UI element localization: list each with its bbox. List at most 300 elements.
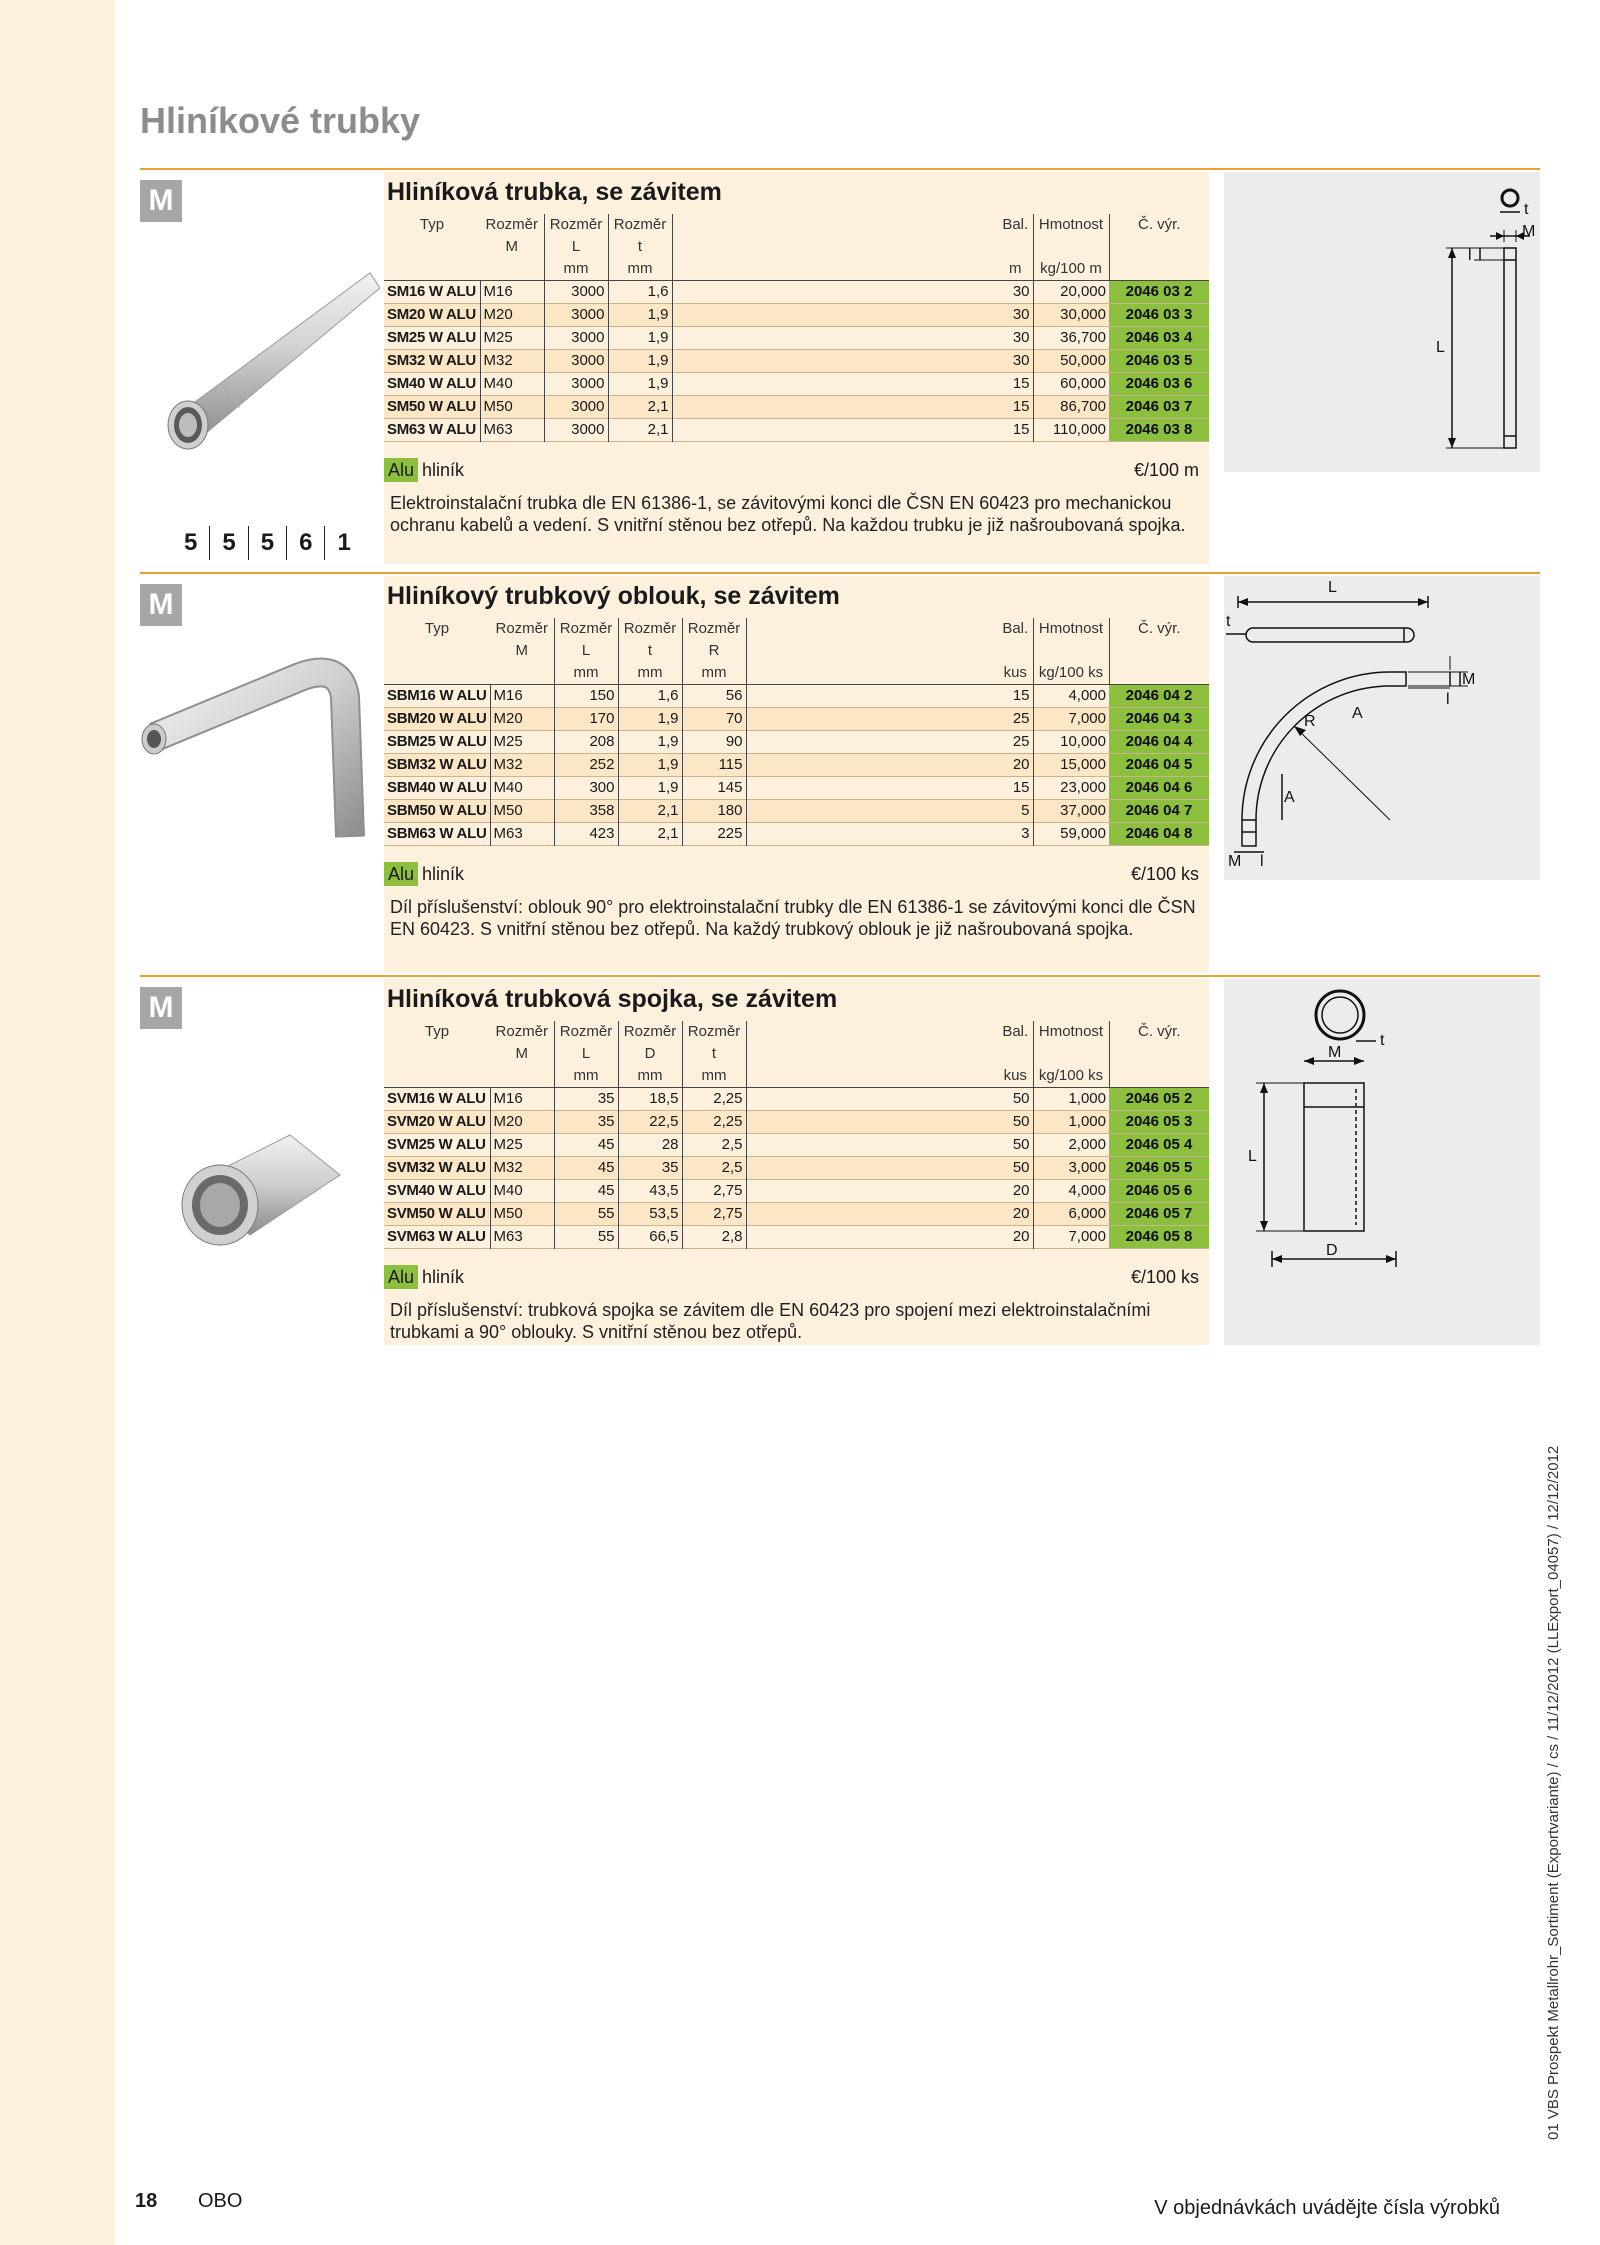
col-header: Rozměr xyxy=(544,214,608,236)
col-header-unit: kus xyxy=(998,662,1033,685)
coupling-drawing-svg xyxy=(1224,979,1540,1345)
col-header: Hmotnost xyxy=(1033,1021,1109,1043)
cell: 43,5 xyxy=(618,1180,682,1203)
cell: 1,9 xyxy=(618,754,682,777)
dim-label-d: D xyxy=(1326,1242,1338,1259)
cell: 45 xyxy=(554,1157,618,1180)
cell-type: SBM40 W ALU xyxy=(384,777,490,800)
col-header-symbol: R xyxy=(682,640,746,662)
cell: 35 xyxy=(554,1111,618,1134)
cell: M40 xyxy=(480,373,544,396)
article-number: 2046 03 2 xyxy=(1109,281,1209,304)
aluminium-tube-photo xyxy=(140,263,380,463)
article-number: 2046 04 3 xyxy=(1109,708,1209,731)
material-name: hliník xyxy=(422,1267,465,1287)
cell: 20,000 xyxy=(1060,283,1106,300)
cell-type: SM50 W ALU xyxy=(384,396,480,419)
cell: 20 xyxy=(998,1203,1033,1226)
article-number: 2046 05 5 xyxy=(1109,1157,1209,1180)
article-number: 2046 05 6 xyxy=(1109,1180,1209,1203)
cell: 3000 xyxy=(544,396,608,419)
cell-type: SBM16 W ALU xyxy=(384,685,490,708)
cell: 55 xyxy=(554,1226,618,1249)
table-row xyxy=(384,685,1209,708)
material-row xyxy=(384,1259,1209,1295)
product-description: Díl příslušenství: oblouk 90° pro elektroinstalační trubky dle EN 61386-1 se závitovými konci dle ČSN EN 60423. S vnitřní stěnou bez otřepů. Na každý trubkový oblouk je již našroubovaná spojka. xyxy=(390,897,1196,939)
price-unit: €/100 m xyxy=(1133,460,1199,480)
cell: 1,9 xyxy=(608,304,672,327)
cell: 3000 xyxy=(544,327,608,350)
table-row xyxy=(384,1111,1209,1134)
cell: 30 xyxy=(998,327,1033,350)
tube-drawing-svg xyxy=(1224,172,1540,472)
cell: 3000 xyxy=(544,281,608,304)
product-block-bend xyxy=(384,576,1209,972)
cell: 18,5 xyxy=(618,1088,682,1111)
product-block-coupling xyxy=(384,979,1209,1345)
dim-label-m: M xyxy=(1328,1044,1342,1061)
col-header: Č. výr. xyxy=(1109,618,1209,640)
table-row xyxy=(384,1134,1209,1157)
article-number: 2046 05 3 xyxy=(1109,1111,1209,1134)
col-header-unit: mm xyxy=(618,1065,682,1088)
cell: 15,000 xyxy=(1060,756,1106,773)
table-row xyxy=(384,1226,1209,1249)
cell: 3000 xyxy=(544,419,608,442)
section-aluminium-coupling xyxy=(140,975,1540,1355)
col-header-symbol: L xyxy=(554,1043,618,1065)
cell-type: SVM20 W ALU xyxy=(384,1111,490,1134)
table-row xyxy=(384,777,1209,800)
article-number: 2046 03 5 xyxy=(1109,350,1209,373)
col-header: Rozměr xyxy=(618,1021,682,1043)
article-number: 2046 03 7 xyxy=(1109,396,1209,419)
coupling-dimension-drawing xyxy=(1224,979,1540,1345)
dim-label-t: t xyxy=(1226,613,1231,630)
col-header: Rozměr xyxy=(608,214,672,236)
cell: 22,5 xyxy=(618,1111,682,1134)
cell: 36,700 xyxy=(1060,329,1106,346)
col-header: Rozměr xyxy=(480,214,544,236)
table-row xyxy=(384,281,1209,304)
cell: 225 xyxy=(682,823,746,846)
cell: 35 xyxy=(618,1157,682,1180)
article-number: 2046 05 2 xyxy=(1109,1088,1209,1111)
cell: 30 xyxy=(998,350,1033,373)
cell: 4,000 xyxy=(1068,1182,1106,1199)
section-title: Hliníková trubka, se závitem xyxy=(387,178,722,206)
cell: 208 xyxy=(554,731,618,754)
col-header: Bal. xyxy=(998,214,1033,236)
cell-type: SVM25 W ALU xyxy=(384,1134,490,1157)
col-header-unit: kg/100 ks xyxy=(1033,662,1109,685)
cell: 50,000 xyxy=(1060,352,1106,369)
cell: M25 xyxy=(480,327,544,350)
col-header: Rozměr xyxy=(490,618,554,640)
tube-dimension-drawing xyxy=(1224,172,1540,472)
article-number: 2046 05 4 xyxy=(1109,1134,1209,1157)
material-tag: Alu xyxy=(384,1265,418,1289)
col-header-unit: mm xyxy=(682,662,746,685)
cell: M16 xyxy=(490,685,554,708)
dim-label-a: A xyxy=(1352,705,1363,722)
dim-label-length: L xyxy=(1248,1148,1257,1165)
cell: 2,5 xyxy=(682,1134,746,1157)
material-tag: Alu xyxy=(384,862,418,886)
product-table xyxy=(384,618,1209,846)
col-header-unit: mm xyxy=(682,1065,746,1088)
cell: 50 xyxy=(998,1134,1033,1157)
cell: 28 xyxy=(618,1134,682,1157)
material-name: hliník xyxy=(422,864,465,884)
article-number: 2046 04 2 xyxy=(1109,685,1209,708)
cell: 15 xyxy=(998,373,1033,396)
code-digit: 5 xyxy=(184,529,198,556)
col-header-symbol: M xyxy=(490,1043,554,1065)
cell: 2,75 xyxy=(682,1203,746,1226)
cell: 35 xyxy=(554,1088,618,1111)
cell: 56 xyxy=(682,685,746,708)
col-header-unit: kus xyxy=(998,1065,1033,1088)
bend-dimension-drawing xyxy=(1224,576,1540,880)
cell-type: SVM40 W ALU xyxy=(384,1180,490,1203)
cell: 20 xyxy=(998,754,1033,777)
cell: 90 xyxy=(682,731,746,754)
cell: 7,000 xyxy=(1068,1228,1106,1245)
dim-label-m: M xyxy=(1522,223,1536,240)
thread-type-badge: M xyxy=(140,180,182,222)
cell: 1,9 xyxy=(608,373,672,396)
cell-type: SVM50 W ALU xyxy=(384,1203,490,1226)
cell-type: SBM50 W ALU xyxy=(384,800,490,823)
article-number: 2046 04 7 xyxy=(1109,800,1209,823)
col-header-type: Typ xyxy=(384,214,480,236)
cell: 53,5 xyxy=(618,1203,682,1226)
cell: 30,000 xyxy=(1060,306,1106,323)
col-header: Rozměr xyxy=(618,618,682,640)
cell: 3000 xyxy=(544,350,608,373)
code-digit: 5 xyxy=(209,526,247,560)
cell: 7,000 xyxy=(1068,710,1106,727)
cell: 2,1 xyxy=(608,419,672,442)
cell: M32 xyxy=(480,350,544,373)
cell-type: SM40 W ALU xyxy=(384,373,480,396)
section-divider xyxy=(140,572,1540,574)
cell-type: SBM20 W ALU xyxy=(384,708,490,731)
cell: 50 xyxy=(998,1111,1033,1134)
price-unit: €/100 ks xyxy=(1130,1267,1199,1287)
cell: 1,000 xyxy=(1068,1090,1106,1107)
cell-type: SM16 W ALU xyxy=(384,281,480,304)
col-header: Rozměr xyxy=(682,1021,746,1043)
col-header: Bal. xyxy=(998,1021,1033,1043)
dim-label-m: M xyxy=(1462,671,1476,688)
article-number: 2046 04 4 xyxy=(1109,731,1209,754)
cell: 15 xyxy=(998,685,1033,708)
cell-type: SM63 W ALU xyxy=(384,419,480,442)
article-number: 2046 03 3 xyxy=(1109,304,1209,327)
cell: 45 xyxy=(554,1134,618,1157)
section-aluminium-bend xyxy=(140,572,1540,972)
cell: 60,000 xyxy=(1060,375,1106,392)
cell: 25 xyxy=(998,731,1033,754)
material-tag: Alu xyxy=(384,458,418,482)
cell: 2,25 xyxy=(682,1088,746,1111)
dim-label-a-vertical: A xyxy=(1284,789,1295,806)
dim-label-r: R xyxy=(1304,713,1316,730)
cell: 23,000 xyxy=(1060,779,1106,796)
table-row xyxy=(384,1180,1209,1203)
cell: M32 xyxy=(490,754,554,777)
cell: 70 xyxy=(682,708,746,731)
cell: 3,000 xyxy=(1068,1159,1106,1176)
thread-type-badge: M xyxy=(140,987,182,1029)
col-header-unit: kg/100 ks xyxy=(1033,1065,1109,1088)
col-header-unit: mm xyxy=(608,258,672,281)
cell: 1,000 xyxy=(1068,1113,1106,1130)
dim-label-t: t xyxy=(1380,1032,1385,1049)
cell: M40 xyxy=(490,1180,554,1203)
product-description: Díl příslušenství: trubková spojka se závitem dle EN 60423 pro spojení mezi elektroinstalačními trubkami a 90° oblouky. S vnitřní stěnou bez otřepů. xyxy=(390,1300,1151,1342)
table-row xyxy=(384,304,1209,327)
cell: M25 xyxy=(490,731,554,754)
cell-type: SM32 W ALU xyxy=(384,350,480,373)
article-number: 2046 04 8 xyxy=(1109,823,1209,846)
cell: 86,700 xyxy=(1060,398,1106,415)
col-header-symbol: D xyxy=(618,1043,682,1065)
cell: 2,1 xyxy=(618,800,682,823)
cell: 2,75 xyxy=(682,1180,746,1203)
cell: 423 xyxy=(554,823,618,846)
dim-label-t: t xyxy=(1524,201,1529,218)
col-header: Rozměr xyxy=(682,618,746,640)
cell: 2,1 xyxy=(608,396,672,419)
section-divider xyxy=(140,975,1540,977)
cell: M25 xyxy=(490,1134,554,1157)
section-title: Hliníková trubková spojka, se závitem xyxy=(387,985,838,1013)
article-number: 2046 03 4 xyxy=(1109,327,1209,350)
article-number: 2046 03 8 xyxy=(1109,419,1209,442)
cell: M63 xyxy=(490,1226,554,1249)
cell: M16 xyxy=(490,1088,554,1111)
cell: 66,5 xyxy=(618,1226,682,1249)
col-header: Č. výr. xyxy=(1109,1021,1209,1043)
cell: 145 xyxy=(682,777,746,800)
code-digit: 6 xyxy=(286,526,324,560)
cell: 6,000 xyxy=(1068,1205,1106,1222)
cell: 2,8 xyxy=(682,1226,746,1249)
cell-type: SVM63 W ALU xyxy=(384,1226,490,1249)
col-header: Hmotnost xyxy=(1033,618,1109,640)
material-name: hliník xyxy=(422,460,465,480)
cell: M63 xyxy=(490,823,554,846)
cell: 1,9 xyxy=(618,731,682,754)
table-row xyxy=(384,419,1209,442)
cell: M20 xyxy=(490,1111,554,1134)
product-table xyxy=(384,214,1209,442)
col-header-unit: mm xyxy=(554,1065,618,1088)
cell: M50 xyxy=(490,800,554,823)
cell: M40 xyxy=(490,777,554,800)
cell: 300 xyxy=(554,777,618,800)
cell: 30 xyxy=(998,281,1033,304)
article-number: 2046 03 6 xyxy=(1109,373,1209,396)
cell: 20 xyxy=(998,1180,1033,1203)
col-header-symbol: M xyxy=(490,640,554,662)
col-header-unit: kg/100 m xyxy=(1033,258,1109,281)
cell: 25 xyxy=(998,708,1033,731)
cell: 170 xyxy=(554,708,618,731)
product-table xyxy=(384,1021,1209,1249)
cell: 20 xyxy=(998,1226,1033,1249)
thread-type-badge: M xyxy=(140,584,182,626)
table-row xyxy=(384,373,1209,396)
cell: 55 xyxy=(554,1203,618,1226)
table-row xyxy=(384,396,1209,419)
article-number: 2046 04 6 xyxy=(1109,777,1209,800)
col-header-unit: mm xyxy=(554,662,618,685)
col-header-symbol: t xyxy=(608,236,672,258)
cell: 59,000 xyxy=(1060,825,1106,842)
cell: M20 xyxy=(490,708,554,731)
col-header-unit: mm xyxy=(544,258,608,281)
cell: 150 xyxy=(554,685,618,708)
cell: 2,000 xyxy=(1068,1136,1106,1153)
product-block-tube xyxy=(384,172,1209,564)
table-row xyxy=(384,823,1209,846)
aluminium-bend-photo xyxy=(140,657,380,857)
page-title: Hliníkové trubky xyxy=(140,100,421,141)
cell: 3 xyxy=(998,823,1033,846)
document-reference: 01 VBS Prospekt Metallrohr_Sortiment (Exportvariante) / cs / 11/12/2012 (LLExport_04057) / 12/12/2012 xyxy=(1545,1445,1562,2140)
cell: 1,6 xyxy=(618,685,682,708)
cell: M32 xyxy=(490,1157,554,1180)
table-row xyxy=(384,708,1209,731)
product-description: Elektroinstalační trubka dle EN 61386-1, se závitovými konci dle ČSN EN 60423 pro mechanickou ochranu kabelů a vedení. S vnitřní stěnou bez otřepů. Na každou trubku je již našroubovaná spojka. xyxy=(390,493,1186,535)
col-header: Č. výr. xyxy=(1109,214,1209,236)
col-header-type: Typ xyxy=(384,618,490,640)
bend-drawing-svg xyxy=(1224,576,1540,880)
brand-name: OBO xyxy=(198,2190,243,2212)
cell: 252 xyxy=(554,754,618,777)
cell: 115 xyxy=(682,754,746,777)
article-number: 2046 04 5 xyxy=(1109,754,1209,777)
section-divider xyxy=(140,168,1540,170)
article-number: 2046 05 8 xyxy=(1109,1226,1209,1249)
cell-type: SBM32 W ALU xyxy=(384,754,490,777)
cell-type: SM20 W ALU xyxy=(384,304,480,327)
col-header-symbol: M xyxy=(480,236,544,258)
table-row xyxy=(384,754,1209,777)
cell: 1,9 xyxy=(618,777,682,800)
cell: 2,1 xyxy=(618,823,682,846)
col-header: Bal. xyxy=(998,618,1033,640)
col-header-symbol: t xyxy=(618,640,682,662)
thread-codes xyxy=(172,526,363,560)
cell: 2,5 xyxy=(682,1157,746,1180)
table-row xyxy=(384,350,1209,373)
cell-type: SBM63 W ALU xyxy=(384,823,490,846)
col-header: Rozměr xyxy=(554,1021,618,1043)
dim-label-l: l xyxy=(1446,691,1450,708)
table-row xyxy=(384,1157,1209,1180)
section-aluminium-tube xyxy=(140,168,1540,568)
aluminium-coupling-photo xyxy=(140,1115,380,1255)
cell: 15 xyxy=(998,777,1033,800)
cell-type: SM25 W ALU xyxy=(384,327,480,350)
cell: 110,000 xyxy=(1052,421,1106,438)
col-header-unit: m xyxy=(998,258,1033,281)
cell: 30 xyxy=(998,304,1033,327)
cell: 15 xyxy=(998,396,1033,419)
cell: 3000 xyxy=(544,373,608,396)
cell: 1,9 xyxy=(608,327,672,350)
col-header-type: Typ xyxy=(384,1021,490,1043)
page-number: 18 xyxy=(135,2190,158,2212)
material-row xyxy=(384,452,1209,488)
cell-type: SBM25 W ALU xyxy=(384,731,490,754)
cell: 45 xyxy=(554,1180,618,1203)
col-header-symbol: t xyxy=(682,1043,746,1065)
col-header: Hmotnost xyxy=(1033,214,1109,236)
col-header-symbol: L xyxy=(544,236,608,258)
cell: M16 xyxy=(480,281,544,304)
col-header: Rozměr xyxy=(490,1021,554,1043)
cell: 2,25 xyxy=(682,1111,746,1134)
cell: 15 xyxy=(998,419,1033,442)
cell: 4,000 xyxy=(1068,687,1106,704)
material-row xyxy=(384,856,1209,892)
article-number: 2046 05 7 xyxy=(1109,1203,1209,1226)
cell-type: SVM16 W ALU xyxy=(384,1088,490,1111)
cell: M50 xyxy=(480,396,544,419)
dim-label-l: l xyxy=(1468,247,1472,264)
cell: 358 xyxy=(554,800,618,823)
cell: 37,000 xyxy=(1060,802,1106,819)
table-row xyxy=(384,1088,1209,1111)
dim-label-l-bottom: l xyxy=(1260,853,1264,870)
table-row xyxy=(384,731,1209,754)
footer-note: V objednávkách uvádějte čísla výrobků xyxy=(1154,2197,1500,2219)
cell: 5 xyxy=(998,800,1033,823)
table-row xyxy=(384,800,1209,823)
code-digit: 1 xyxy=(324,526,362,560)
col-header-unit: mm xyxy=(618,662,682,685)
table-row xyxy=(384,1203,1209,1226)
cell: 1,9 xyxy=(618,708,682,731)
cell: 10,000 xyxy=(1060,733,1106,750)
col-header-symbol: L xyxy=(554,640,618,662)
cell: M50 xyxy=(490,1203,554,1226)
cell: 3000 xyxy=(544,304,608,327)
col-header: Rozměr xyxy=(554,618,618,640)
table-row xyxy=(384,327,1209,350)
dim-label-m-bottom: M xyxy=(1228,853,1242,870)
section-title: Hliníkový trubkový oblouk, se závitem xyxy=(387,582,840,610)
dim-label-length: L xyxy=(1328,579,1337,596)
code-digit: 5 xyxy=(248,526,286,560)
cell: M20 xyxy=(480,304,544,327)
cell: M63 xyxy=(480,419,544,442)
left-margin-strip xyxy=(0,0,115,2245)
cell: 50 xyxy=(998,1157,1033,1180)
cell-type: SVM32 W ALU xyxy=(384,1157,490,1180)
dim-label-length: L xyxy=(1436,339,1445,356)
cell: 1,6 xyxy=(608,281,672,304)
cell: 180 xyxy=(682,800,746,823)
cell: 1,9 xyxy=(608,350,672,373)
cell: 50 xyxy=(998,1088,1033,1111)
